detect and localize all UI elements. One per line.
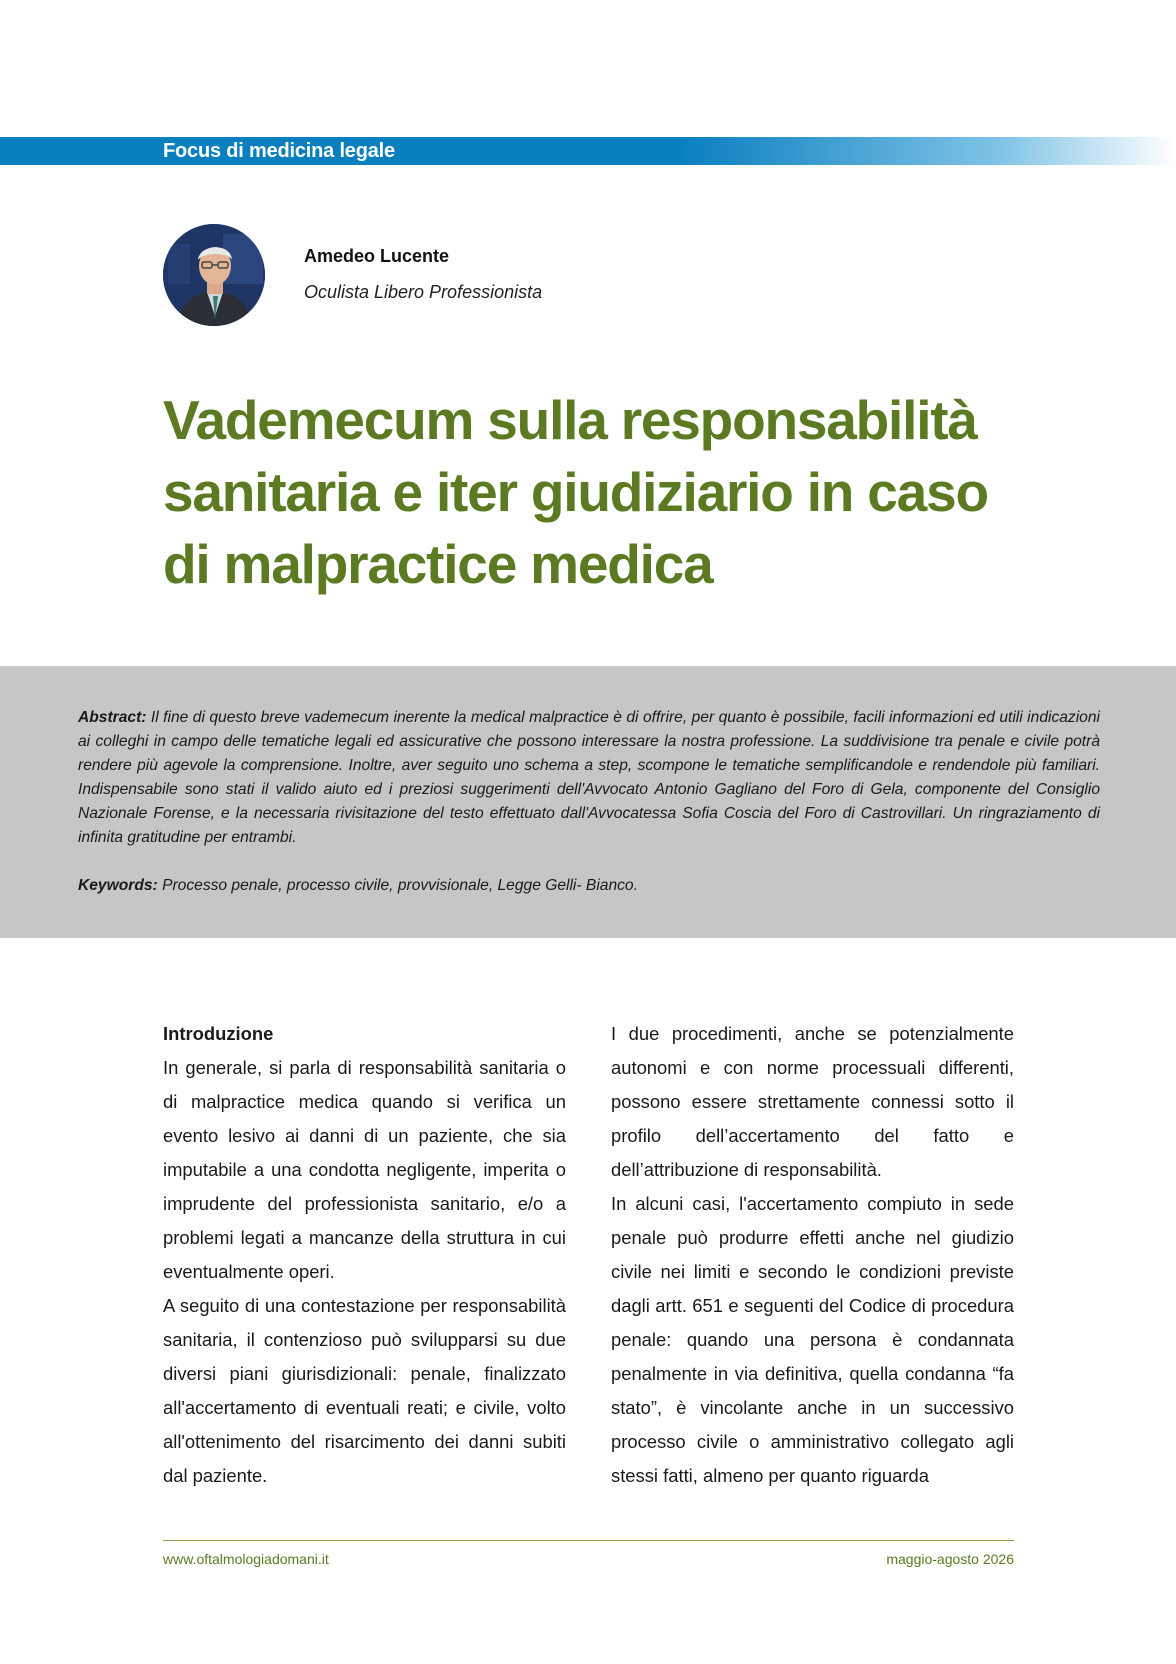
footer-url[interactable]: www.oftalmologiadomani.it — [163, 1551, 329, 1567]
abstract-label: Abstract: — [78, 709, 147, 726]
footer-date: maggio-agosto 2026 — [886, 1551, 1014, 1567]
keywords-label: Keywords: — [78, 877, 158, 894]
author-name: Amedeo Lucente — [304, 246, 450, 266]
title-line: sanitaria e iter giudiziario in caso — [163, 461, 988, 523]
author-photo — [163, 224, 265, 326]
author-portrait-icon — [163, 224, 265, 326]
section-band — [0, 137, 1176, 165]
author-role: Oculista Libero Professionista — [304, 282, 543, 302]
keywords — [78, 874, 1100, 898]
body-paragraph: In generale, si parla di responsabilità sanitaria o di malpractice medica quando si verifica un evento lesivo ai danni di un paziente, che sia imputabile a una condotta negligente, imperita o imprudente del professionista sanitario, e/o a problemi legati a mancanze della struttura in cui eventualmente operi. — [163, 1057, 566, 1282]
body-paragraph: A seguito di una contestazione per responsabilità sanitaria, il contenzioso può svilupparsi su due diversi piani giurisdizionali: penale, finalizzato all'accertamento di eventuali reati; e civile, volto all'ottenimento del risarcimento dei danni subiti dal paziente. — [163, 1295, 566, 1486]
abstract-text: Il fine di questo breve vademecum inerente la medical malpractice è di offrire, per quanto è possibile, facili informazioni ed utili indicazioni ai colleghi in campo delle tematiche legali ed assicurative che possono interessare la nostra professione. La suddivisione tra penale e civile potrà rendere più agevole la comprensione. Inoltre, aver seguito uno schema a step, scompone le tematiche semplificandole e rendendole più familiari. Indispensabile sono stati il valido aiuto ed i preziosi suggerimenti dell'Avvocato Antonio Gagliano del Foro di Gela, componente del Consiglio Nazionale Forense, e la necessaria rivisitazione del testo effettuato dall'Avvocatessa Sofia Coscia del Foro di Castrovillari. Un ringraziamento di infinita gratitudine per entrambi. — [78, 709, 1100, 846]
title-line: di malpractice medica — [163, 533, 713, 595]
section-heading: Introduzione — [163, 1023, 274, 1044]
title-line: Vademecum sulla responsabilità — [163, 389, 977, 451]
abstract — [78, 706, 1100, 850]
article-title — [163, 384, 1063, 600]
abstract-box — [0, 666, 1176, 938]
body-column-right — [611, 1017, 1014, 1493]
keywords-text: Processo penale, processo civile, provvisionale, Legge Gelli- Bianco. — [162, 877, 638, 894]
body-paragraph: I due procedimenti, anche se potenzialmente autonomi e con norme processuali differenti, possono essere strettamente connessi sotto il profilo dell’accertamento del fatto e dell’attribuzione di responsabilità. — [611, 1023, 1014, 1180]
section-label: Focus di medicina legale — [163, 140, 395, 162]
footer-divider — [163, 1540, 1014, 1541]
body-column-left — [163, 1017, 566, 1493]
body-paragraph: In alcuni casi, l'accertamento compiuto in sede penale può produrre effetti anche nel giudizio civile nei limiti e secondo le condizioni previste dagli artt. 651 e seguenti del Codice di procedura penale: quando una persona è condannata penalmente in via definitiva, quella condanna “fa stato”, è vincolante anche in un successivo processo civile o amministrativo collegato agli stessi fatti, almeno per quanto riguarda — [611, 1193, 1014, 1486]
